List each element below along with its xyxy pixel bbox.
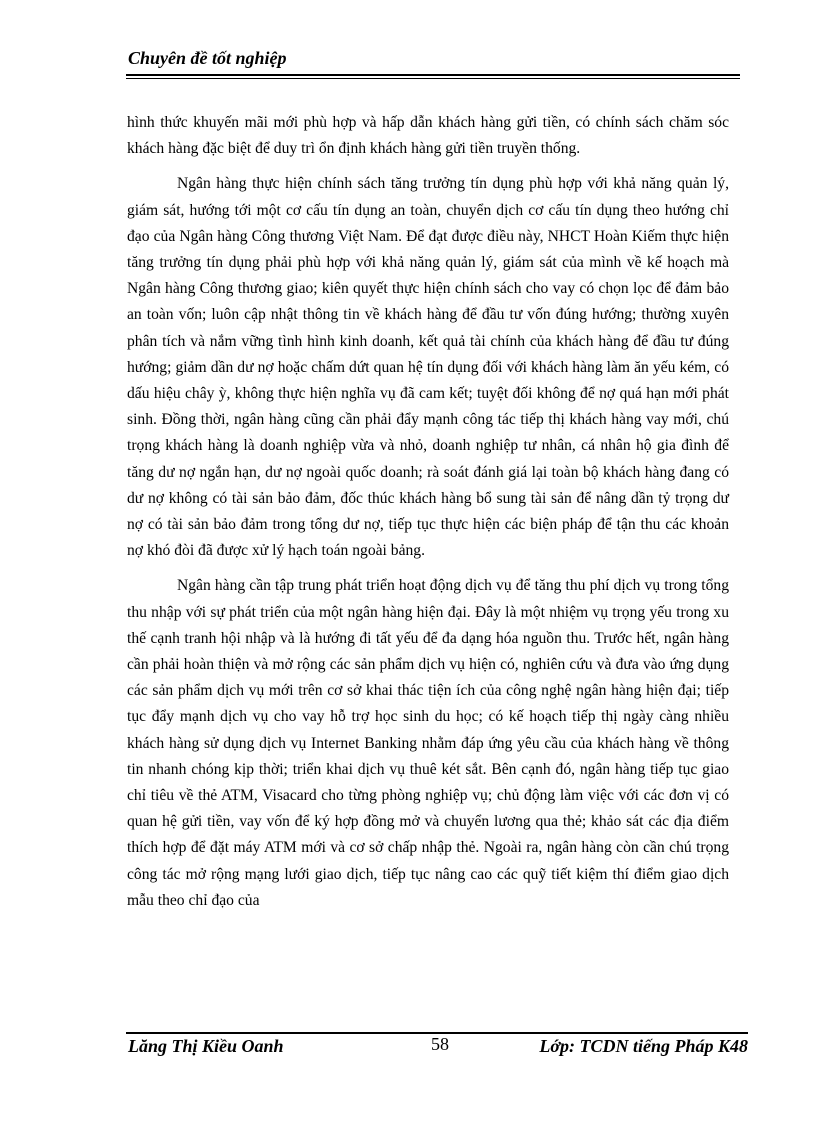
paragraph-credit-policy: Ngân hàng thực hiện chính sách tăng trưởng tín dụng phù hợp với khả năng quản lý, giám sát, hướng tới một cơ cấu tín dụng an toàn, chuyển dịch cơ cấu tín dụng theo hướng chỉ đạo của Ngân hàng Công thương Việt Nam. Để đạt được điều này, NHCT Hoàn Kiếm thực hiện tăng trưởng tín dụng phải phù hợp với khả năng quản lý, giám sát của mình về kế hoạch mà Ngân hàng Công thương giao; kiên quyết thực hiện chính sách cho vay có chọn lọc để đảm bảo an toàn vốn; luôn cập nhật thông tin về khách hàng để đầu tư vốn đúng hướng; thường xuyên phân tích và nắm vững tình hình kinh doanh, kết quả tài chính của khách hàng để đầu tư đúng hướng; giảm dần dư nợ hoặc chấm dứt quan hệ tín dụng đối với khách hàng làm ăn yếu kém, có dấu hiệu chây ỳ, không thực hiện nghĩa vụ đã cam kết; tuyệt đối không để nợ quá hạn mới phát sinh. Đồng thời, ngân hàng cũng cần phải đẩy mạnh công tác tiếp thị khách hàng vay mới, chú trọng khách hàng là doanh nghiệp vừa và nhỏ, doanh nghiệp tư nhân, cá nhân hộ gia đình để tăng dư nợ ngắn hạn, dư nợ ngoài quốc doanh; rà soát đánh giá lại toàn bộ khách hàng đang có dư nợ không có tài sản bảo đảm, đốc thúc khách hàng bổ sung tài sản để nâng dần tỷ trọng dư nợ có tài sản bảo đảm trong tổng dư nợ, tiếp tục thực hiện các biện pháp để tận thu các khoản nợ khó đòi đã được xử lý hạch toán ngoài bảng.	[127, 175, 729, 560]
header-rule	[126, 74, 740, 76]
header-title: Chuyên đề tốt nghiệp	[128, 48, 287, 68]
paragraph-services: Ngân hàng cần tập trung phát triển hoạt động dịch vụ để tăng thu phí dịch vụ trong tổng thu nhập với sự phát triển của một ngân hàng hiện đại. Đây là một nhiệm vụ trọng yếu trong xu thế cạnh tranh hội nhập và là hướng đi tất yếu để đa dạng hóa nguồn thu. Trước hết, ngân hàng cần phải hoàn thiện và mở rộng các sản phẩm dịch vụ hiện có, nghiên cứu và đưa vào ứng dụng các sản phẩm dịch vụ mới trên cơ sở khai thác tiện ích của công nghệ ngân hàng hiện đại; tiếp tục đẩy mạnh dịch vụ cho vay hỗ trợ học sinh du học; có kế hoạch tiếp thị ngày càng nhiều khách hàng sử dụng dịch vụ Internet Banking nhằm đáp ứng yêu cầu của khách hàng về thông tin nhanh chóng kịp thời; triển khai dịch vụ thuê két sắt. Bên cạnh đó, ngân hàng tiếp tục giao chỉ tiêu về thẻ ATM, Visacard cho từng phòng nghiệp vụ; chủ động làm việc với các đơn vị có quan hệ gửi tiền, vay vốn để ký hợp đồng mở và chuyển lương qua thẻ; khảo sát các địa điểm thích hợp để đặt máy ATM mới và cơ sở chấp nhập thẻ. Ngoài ra, ngân hàng còn cần chú trọng công tác mở rộng mạng lưới giao dịch, tiếp tục nâng cao các quỹ tiết kiệm thí điểm giao dịch mẫu theo chỉ đạo của	[127, 577, 729, 909]
header-rule-thin	[126, 78, 740, 79]
footer-author: Lăng Thị Kiều Oanh	[128, 1036, 284, 1056]
page-number: 58	[431, 1034, 449, 1054]
paragraph-continuation: hình thức khuyến mãi mới phù hợp và hấp dẫn khách hàng gửi tiền, có chính sách chăm sóc khách hàng đặc biệt để duy trì ổn định khách hàng gửi tiền truyền thống.	[127, 114, 729, 158]
footer-class-label: Lớp: TCDN tiếng Pháp K48	[539, 1036, 748, 1056]
body-text	[127, 110, 729, 923]
